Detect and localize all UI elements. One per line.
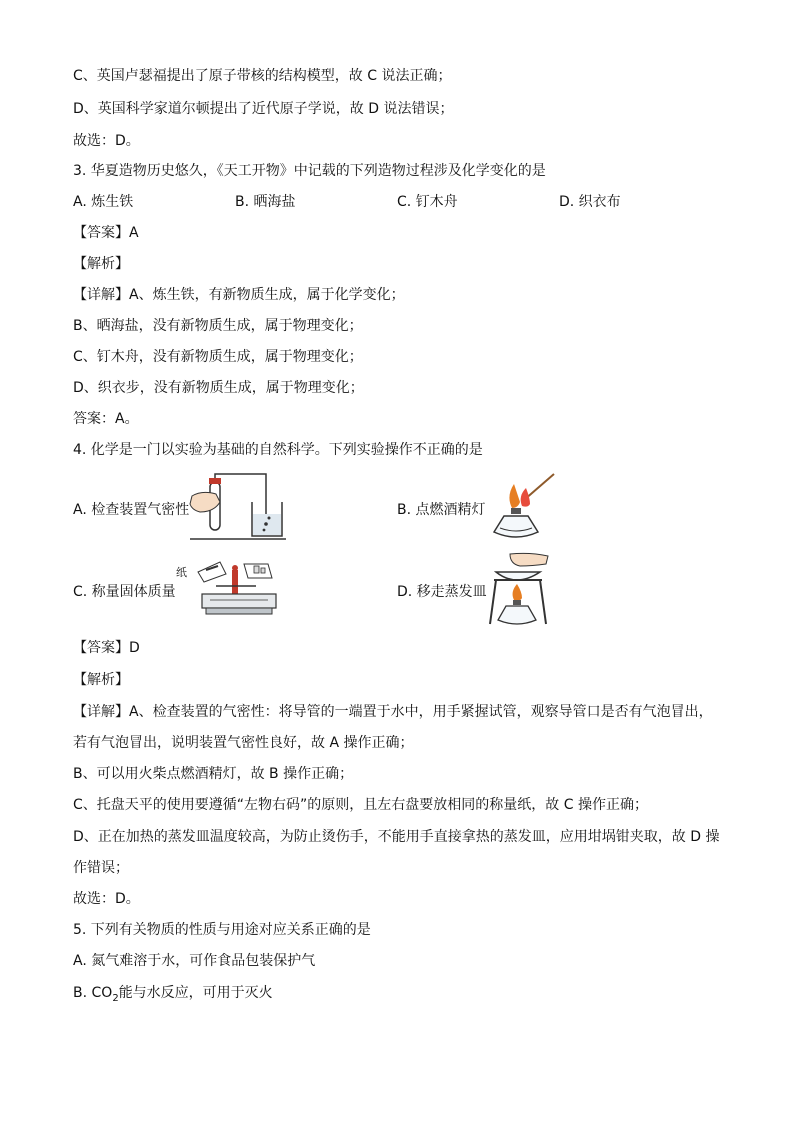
q4-option-d: D. 移走蒸发皿 <box>397 584 487 600</box>
q5-option-a: A. 氮气难溶于水，可作食品包装保护气 <box>73 953 316 969</box>
q4-option-c: C. 称量固体质量 <box>73 584 176 600</box>
q5-option-b-suffix: 能与水反应，可用于灭火 <box>118 985 273 1001</box>
detail-line: C、钉木舟，没有新物质生成，属于物理变化； <box>73 349 363 365</box>
detail-line: D、织衣步，没有新物质生成，属于物理变化； <box>73 380 364 396</box>
question-3: 3. 华夏造物历史悠久，《天工开物》中记载的下列造物过程涉及化学变化的是 <box>73 163 546 179</box>
question-4: 4. 化学是一门以实验为基础的自然科学。下列实验操作不正确的是 <box>73 442 483 458</box>
answer-label: 【答案】D <box>73 640 140 656</box>
alcohol-lamp-lighting-figure <box>492 472 556 542</box>
detail-line: B、可以用火柴点燃酒精灯，故 B 操作正确； <box>73 766 354 782</box>
q3-option-d: D. 织衣布 <box>559 194 621 210</box>
q3-option-a: A. 炼生铁 <box>73 194 134 210</box>
detail-line: 故选：D。 <box>73 891 140 907</box>
q5-option-b-prefix: B. CO <box>73 985 113 1001</box>
airtightness-check-figure <box>186 472 288 542</box>
detail-line: B、晒海盐，没有新物质生成，属于物理变化； <box>73 318 363 334</box>
answer-label: 【答案】A <box>73 225 139 241</box>
q3-option-b: B. 晒海盐 <box>235 194 296 210</box>
detail-line: 【详解】A、检查装置的气密性：将导管的一端置于水中，用手紧握试管，观察导管口是否有气泡冒出， <box>73 704 713 720</box>
evaporating-dish-figure <box>486 552 552 626</box>
q4-option-a: A. 检查装置气密性 <box>73 502 190 518</box>
question-5: 5. 下列有关物质的性质与用途对应关系正确的是 <box>73 922 371 938</box>
paper-label: 纸 <box>176 566 187 579</box>
text-line: 故选：D。 <box>73 133 140 149</box>
detail-line: 答案：A。 <box>73 411 139 427</box>
q4-option-b: B. 点燃酒精灯 <box>397 502 486 518</box>
text-line: D、英国科学家道尔顿提出了近代原子学说，故 D 说法错误； <box>73 101 454 117</box>
detail-line: D、正在加热的蒸发皿温度较高，为防止烫伤手，不能用手直接拿热的蒸发皿，应用坩埚钳夹取，故 D 操 <box>73 829 720 845</box>
detail-line: 【详解】A、炼生铁，有新物质生成，属于化学变化； <box>73 287 405 303</box>
q3-option-c: C. 钉木舟 <box>397 194 458 210</box>
detail-line: C、托盘天平的使用要遵循“左物右码”的原则，且左右盘要放相同的称量纸，故 C 操作正确； <box>73 797 648 813</box>
analysis-label: 【解析】 <box>73 256 129 272</box>
q5-option-b <box>73 983 273 1003</box>
subscript-2: 2 <box>112 992 119 1004</box>
text-line: C、英国卢瑟福提出了原子带核的结构模型，故 C 说法正确； <box>73 68 452 84</box>
balance-figure <box>176 552 278 624</box>
detail-line: 若有气泡冒出，说明装置气密性良好，故 A 操作正确； <box>73 735 414 751</box>
detail-line: 作错误； <box>73 860 129 876</box>
analysis-label: 【解析】 <box>73 672 129 688</box>
